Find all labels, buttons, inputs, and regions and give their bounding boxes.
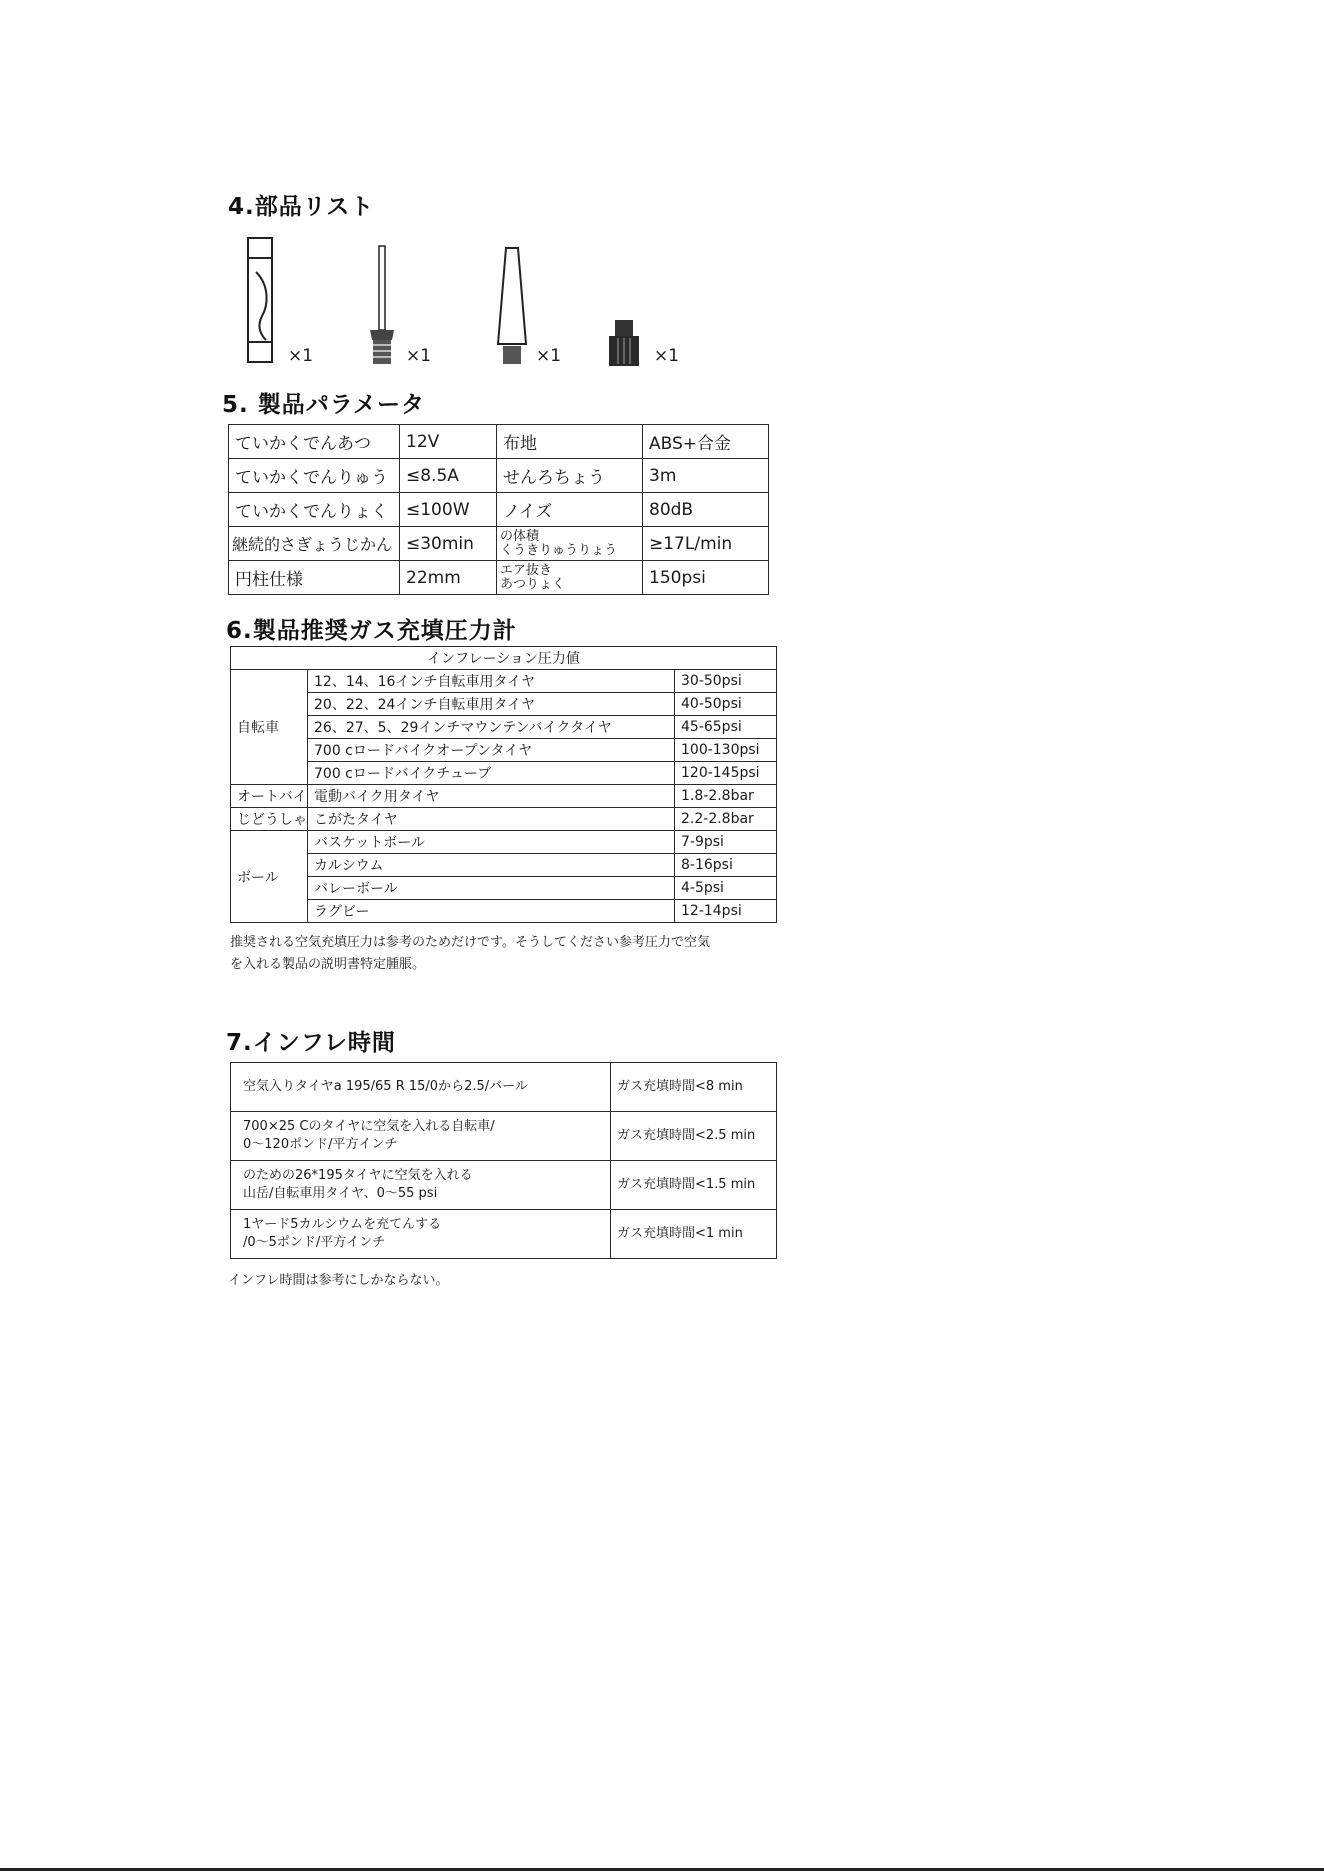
pressure-note-line2: を入れる製品の説明書特定腫脹。 <box>230 957 426 972</box>
table-row <box>231 877 777 900</box>
params-table <box>228 424 769 595</box>
parts-qty: ×1 <box>288 346 314 366</box>
inflation-section-title: 7.インフレ時間 <box>226 1030 396 1056</box>
parts-qty: ×1 <box>654 346 680 366</box>
param-label: ていかくでんりゅう <box>229 459 400 493</box>
pressure-table <box>230 646 777 923</box>
param-label-line1: エア抜き <box>500 562 553 578</box>
table-row <box>231 900 777 923</box>
param-value: 3m <box>643 459 769 493</box>
param-value: ≥17L/min <box>643 527 769 561</box>
param-value: ABS+合金 <box>643 425 769 459</box>
item-cell: 電動バイク用タイヤ <box>308 785 675 808</box>
page-bottom-rule <box>0 1868 1324 1871</box>
param-value: 12V <box>400 425 497 459</box>
item-cell: こがたタイヤ <box>308 808 675 831</box>
value-cell: 120-145psi <box>675 762 777 785</box>
value-cell: 40-50psi <box>675 693 777 716</box>
category-cell: 自転車 <box>231 670 308 785</box>
param-label <box>497 561 643 595</box>
table-row <box>231 808 777 831</box>
table-row <box>231 716 777 739</box>
value-cell: 8-16psi <box>675 854 777 877</box>
inflation-desc-line1: のための26*195タイヤに空気を入れる <box>243 1168 473 1183</box>
table-row <box>229 425 769 459</box>
pressure-section-title: 6.製品推奨ガス充填圧力計 <box>226 618 517 644</box>
inflation-desc <box>231 1161 611 1210</box>
pressure-table-header: インフレーション圧力値 <box>231 647 777 670</box>
value-cell: 1.8-2.8bar <box>675 785 777 808</box>
value-cell: 100-130psi <box>675 739 777 762</box>
value-cell: 45-65psi <box>675 716 777 739</box>
inflation-desc-line1: 700×25 Cのタイヤに空気を入れる自転車/ <box>243 1119 495 1134</box>
param-value: ≤30min <box>400 527 497 561</box>
param-value: 150psi <box>643 561 769 595</box>
table-row <box>231 1063 777 1112</box>
table-row <box>229 459 769 493</box>
inflation-desc <box>231 1210 611 1259</box>
category-cell: ボール <box>231 831 308 923</box>
inflation-desc-line2: /0〜5ポンド/平方インチ <box>243 1235 386 1250</box>
value-cell: 30-50psi <box>675 670 777 693</box>
cone-nozzle-icon <box>494 246 530 368</box>
item-cell: ラグビー <box>308 900 675 923</box>
parts-section-title: 4.部品リスト <box>228 194 375 220</box>
inflation-desc <box>231 1112 611 1161</box>
inflation-desc-line2: 0〜120ポンド/平方インチ <box>243 1137 398 1152</box>
param-label: ノイズ <box>497 493 643 527</box>
inflation-time: ガス充填時間<1.5 min <box>611 1161 777 1210</box>
table-row <box>231 693 777 716</box>
param-label-line2: くうきりゅうりょう <box>500 542 618 558</box>
valve-adapter-icon <box>606 318 642 370</box>
table-row <box>229 527 769 561</box>
needle-adapter-icon <box>364 244 400 368</box>
table-row <box>231 739 777 762</box>
inflation-desc-line1: 1ヤード5カルシウムを充てんする <box>243 1217 442 1232</box>
pressure-note <box>230 932 710 976</box>
inflation-desc <box>231 1063 611 1112</box>
inflation-time: ガス充填時間<2.5 min <box>611 1112 777 1161</box>
parts-qty: ×1 <box>406 346 432 366</box>
inflation-table <box>230 1062 777 1259</box>
item-cell: 12、14、16インチ自転車用タイヤ <box>308 670 675 693</box>
table-header-row <box>231 647 777 670</box>
param-value: 80dB <box>643 493 769 527</box>
table-row <box>231 762 777 785</box>
inflation-desc-line1: 空気入りタイヤa 195/65 R 15/0から2.5/バール <box>243 1079 528 1094</box>
item-cell: 700 cロードバイクチューブ <box>308 762 675 785</box>
item-cell: バスケットボール <box>308 831 675 854</box>
table-row <box>231 785 777 808</box>
table-row <box>229 493 769 527</box>
item-cell: 26、27、5、29インチマウンテンバイクタイヤ <box>308 716 675 739</box>
param-label: ていかくでんりょく <box>229 493 400 527</box>
table-row <box>231 1161 777 1210</box>
table-row <box>231 670 777 693</box>
item-cell: バレーボール <box>308 877 675 900</box>
item-cell: 700 cロードバイクオープンタイヤ <box>308 739 675 762</box>
pressure-note-line1: 推奨される空気充填圧力は参考のためだけです。そうしてください参考圧力で空気 <box>230 935 710 950</box>
params-section-title: 5. 製品パラメータ <box>222 392 426 418</box>
param-label: 円柱仕様 <box>229 561 400 595</box>
param-label: 継続的さぎょうじかん <box>229 527 400 561</box>
param-value: ≤8.5A <box>400 459 497 493</box>
param-value: ≤100W <box>400 493 497 527</box>
value-cell: 4-5psi <box>675 877 777 900</box>
value-cell: 7-9psi <box>675 831 777 854</box>
table-row <box>231 1112 777 1161</box>
param-value: 22mm <box>400 561 497 595</box>
item-cell: 20、22、24インチ自転車用タイヤ <box>308 693 675 716</box>
param-label-line2: あつりょく <box>500 576 566 592</box>
param-label <box>497 527 643 561</box>
inflation-note: インフレ時間は参考にしかならない。 <box>228 1273 449 1288</box>
table-row <box>229 561 769 595</box>
param-label: 布地 <box>497 425 643 459</box>
inflation-desc-line2: 山岳/自転車用タイヤ、0〜55 psi <box>243 1186 438 1201</box>
inflation-time: ガス充填時間<1 min <box>611 1210 777 1259</box>
category-cell: オートバイ <box>231 785 308 808</box>
value-cell: 12-14psi <box>675 900 777 923</box>
param-label: ていかくでんあつ <box>229 425 400 459</box>
value-cell: 2.2-2.8bar <box>675 808 777 831</box>
hose-icon <box>240 236 280 366</box>
table-row <box>231 1210 777 1259</box>
category-cell: じどうしゃ <box>231 808 308 831</box>
param-label: せんろちょう <box>497 459 643 493</box>
table-row <box>231 831 777 854</box>
table-row <box>231 854 777 877</box>
parts-qty: ×1 <box>536 346 562 366</box>
item-cell: カルシウム <box>308 854 675 877</box>
inflation-time: ガス充填時間<8 min <box>611 1063 777 1112</box>
param-label-line1: の体積 <box>500 528 540 544</box>
